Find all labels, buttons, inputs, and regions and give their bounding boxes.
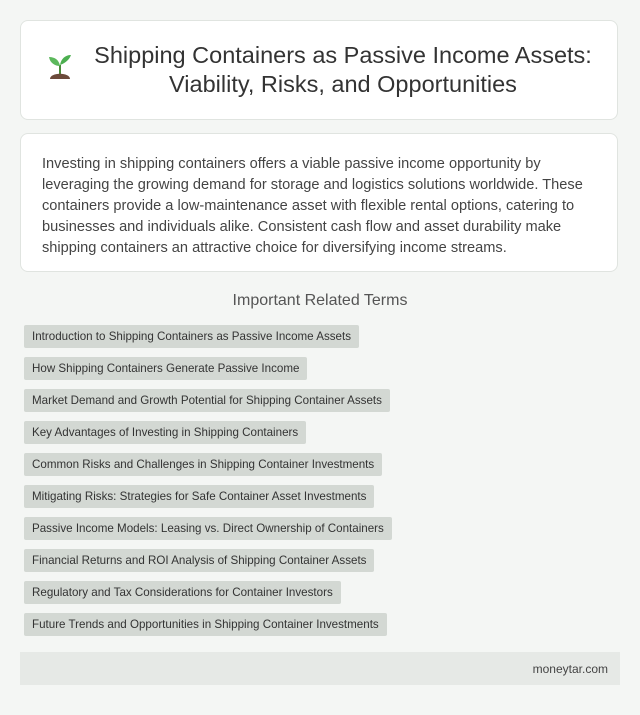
related-term-tag[interactable]: Market Demand and Growth Potential for Shipping Container Assets — [24, 389, 390, 412]
related-term-tag[interactable]: Introduction to Shipping Containers as Passive Income Assets — [24, 325, 359, 348]
related-terms-list — [24, 325, 392, 645]
footer-site-name: moneytar.com — [532, 661, 608, 676]
related-terms-heading: Important Related Terms — [232, 292, 408, 309]
sprout-icon — [45, 51, 75, 83]
footer — [20, 652, 620, 685]
related-term-tag[interactable]: How Shipping Containers Generate Passive Income — [24, 357, 307, 380]
related-term-tag[interactable]: Financial Returns and ROI Analysis of Shipping Container Assets — [24, 549, 374, 572]
related-term-tag[interactable]: Mitigating Risks: Strategies for Safe Container Asset Investments — [24, 485, 374, 508]
header-card — [20, 20, 618, 120]
intro-paragraph: Investing in shipping containers offers a viable passive income opportunity by leveraging the growing demand for storage and logistics solutions worldwide. These containers provide a low-maintenance asset with flexible rental options, catering to businesses and individuals alike. Consistent cash flow and asset durability make shipping containers an attractive choice for diversifying income streams. — [42, 156, 583, 256]
related-term-tag[interactable]: Future Trends and Opportunities in Shipping Container Investments — [24, 613, 387, 636]
related-term-tag[interactable]: Common Risks and Challenges in Shipping Container Investments — [24, 453, 382, 476]
related-term-tag[interactable]: Key Advantages of Investing in Shipping Containers — [24, 421, 306, 444]
related-term-tag[interactable]: Regulatory and Tax Considerations for Container Investors — [24, 581, 341, 604]
intro-card — [20, 133, 618, 272]
related-term-tag[interactable]: Passive Income Models: Leasing vs. Direct Ownership of Containers — [24, 517, 392, 540]
page-title: Shipping Containers as Passive Income Assets: Viability, Risks, and Opportunities — [94, 42, 592, 97]
